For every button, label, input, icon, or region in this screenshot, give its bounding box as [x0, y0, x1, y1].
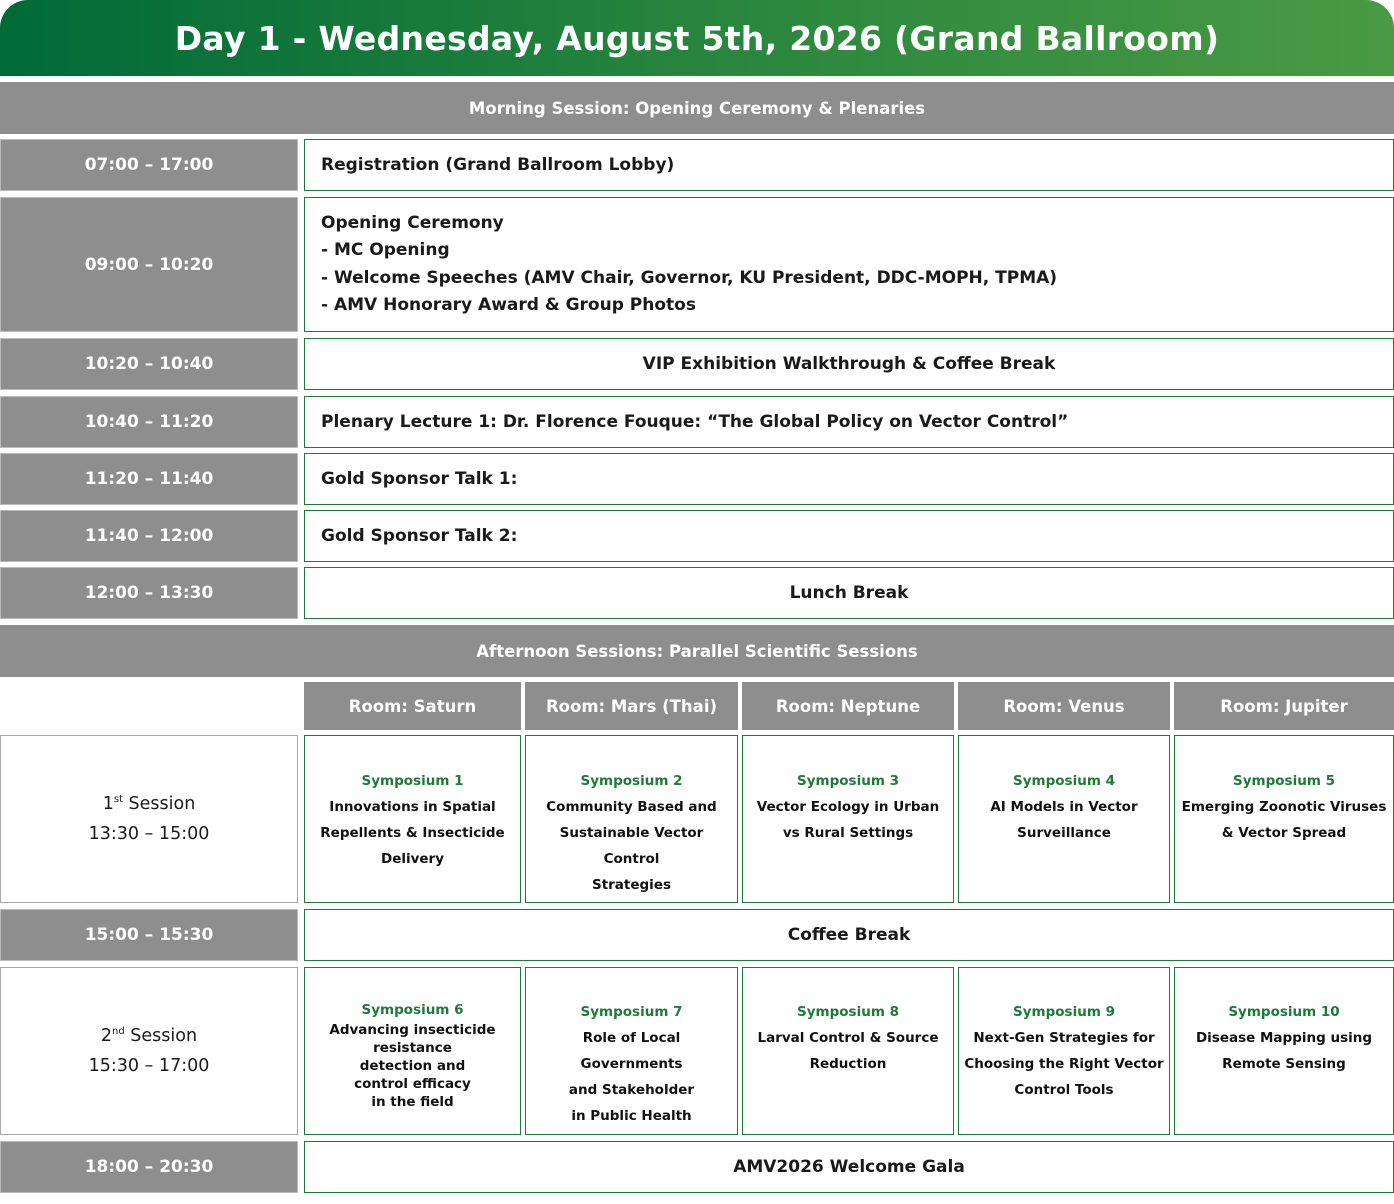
symposium-card — [742, 967, 954, 1135]
symposium-title-line: Innovations in Spatial — [329, 799, 496, 815]
symposium-title-line: detection and — [359, 1058, 466, 1074]
symposium-title-line: Surveillance — [1017, 825, 1111, 841]
afternoon-session-band: Afternoon Sessions: Parallel Scientific Sessions — [0, 625, 1394, 677]
symposium-title-line: Repellents & Insecticide — [320, 825, 505, 841]
welcome-gala-cell: AMV2026 Welcome Gala — [304, 1141, 1394, 1193]
symposium-title-line: Vector Ecology in Urban — [756, 799, 940, 815]
room-header-neptune: Room: Neptune — [742, 682, 954, 730]
symposium-title-line: Role of Local Governments — [580, 1030, 683, 1072]
time-slot: 10:40 – 11:20 — [0, 396, 298, 448]
time-slot: 11:20 – 11:40 — [0, 453, 298, 505]
room-header-saturn: Room: Saturn — [304, 682, 521, 730]
symposium-card — [958, 967, 1170, 1135]
symposium-card — [958, 735, 1170, 903]
room-header-mars: Room: Mars (Thai) — [525, 682, 738, 730]
opening-line: - Welcome Speeches (AMV Chair, Governor, KU President, DDC-MOPH, TPMA) — [321, 267, 1058, 288]
symposium-title-line: Emerging Zoonotic Viruses — [1181, 799, 1387, 815]
vip-exhibition-cell: VIP Exhibition Walkthrough & Coffee Break — [304, 338, 1394, 390]
session-name: 1st Session — [102, 794, 196, 814]
symposium-name: Symposium 2 — [580, 773, 683, 789]
gold-sponsor-talk-2-cell: Gold Sponsor Talk 2: — [304, 510, 1394, 562]
symposium-title-line: Advancing insecticide — [329, 1022, 496, 1038]
session-time: 13:30 – 15:00 — [88, 824, 210, 844]
room-header-jupiter: Room: Jupiter — [1174, 682, 1394, 730]
symposium-card — [525, 967, 738, 1135]
symposium-title-line: Sustainable Vector Control — [559, 825, 704, 867]
symposium-title-line: vs Rural Settings — [782, 825, 914, 841]
symposium-name: Symposium 6 — [361, 1002, 464, 1018]
symposium-title-line: control efficacy — [354, 1076, 471, 1092]
symposium-title-line: Reduction — [809, 1056, 887, 1072]
time-slot: 07:00 – 17:00 — [0, 139, 298, 191]
symposium-name: Symposium 8 — [797, 1004, 899, 1020]
time-slot: 15:00 – 15:30 — [0, 909, 298, 961]
day-title: Day 1 - Wednesday, August 5th, 2026 (Grand Ballroom) — [0, 0, 1394, 76]
gold-sponsor-talk-1-cell: Gold Sponsor Talk 1: — [304, 453, 1394, 505]
session-name: 2nd Session — [100, 1026, 198, 1046]
registration-cell: Registration (Grand Ballroom Lobby) — [304, 139, 1394, 191]
coffee-break-cell: Coffee Break — [304, 909, 1394, 961]
time-slot: 12:00 – 13:30 — [0, 567, 298, 619]
time-slot: 18:00 – 20:30 — [0, 1141, 298, 1193]
symposium-card — [742, 735, 954, 903]
time-slot: 11:40 – 12:00 — [0, 510, 298, 562]
symposium-title-line: AI Models in Vector — [990, 799, 1138, 815]
symposium-name: Symposium 3 — [797, 773, 899, 789]
symposium-title-line: Choosing the Right Vector — [964, 1056, 1164, 1072]
session-time: 15:30 – 17:00 — [88, 1056, 210, 1076]
symposium-card — [1174, 967, 1394, 1135]
symposium-title-line: & Vector Spread — [1221, 825, 1347, 841]
symposium-title-line: Delivery — [380, 851, 445, 867]
symposium-card — [304, 967, 521, 1135]
room-header-venus: Room: Venus — [958, 682, 1170, 730]
symposium-title-line: Disease Mapping using — [1195, 1030, 1373, 1046]
symposium-title-line: Larval Control & Source — [757, 1030, 939, 1046]
symposium-name: Symposium 4 — [1013, 773, 1115, 789]
plenary-lecture-cell: Plenary Lecture 1: Dr. Florence Fouque: “The Global Policy on Vector Control” — [304, 396, 1394, 448]
time-slot: 09:00 – 10:20 — [0, 197, 298, 332]
symposium-title-line: Community Based and — [546, 799, 717, 815]
symposium-title-line: Control Tools — [1014, 1082, 1114, 1098]
symposium-card — [304, 735, 521, 903]
symposium-title-line: and Stakeholder — [568, 1082, 695, 1098]
first-session-label — [0, 735, 298, 903]
lunch-break-cell: Lunch Break — [304, 567, 1394, 619]
symposium-title-line: Next-Gen Strategies for — [973, 1030, 1155, 1046]
second-session-label — [0, 967, 298, 1135]
time-slot: 10:20 – 10:40 — [0, 338, 298, 390]
opening-ceremony-cell — [304, 197, 1394, 332]
symposium-name: Symposium 9 — [1013, 1004, 1115, 1020]
symposium-name: Symposium 5 — [1233, 773, 1335, 789]
symposium-title-line: resistance — [373, 1040, 452, 1056]
opening-line: - MC Opening — [321, 240, 450, 260]
opening-line: Opening Ceremony — [321, 212, 504, 233]
symposium-title-line: Strategies — [591, 877, 672, 893]
symposium-name: Symposium 1 — [361, 773, 464, 789]
symposium-card — [1174, 735, 1394, 903]
symposium-card — [525, 735, 738, 903]
symposium-title-line: Remote Sensing — [1222, 1056, 1346, 1072]
morning-session-band: Morning Session: Opening Ceremony & Plenaries — [0, 82, 1394, 134]
opening-line: - AMV Honorary Award & Group Photos — [321, 295, 696, 315]
symposium-title-line: in Public Health — [571, 1108, 692, 1124]
symposium-title-line: in the field — [371, 1094, 454, 1110]
symposium-name: Symposium 7 — [580, 1004, 683, 1020]
symposium-name: Symposium 10 — [1228, 1004, 1340, 1020]
